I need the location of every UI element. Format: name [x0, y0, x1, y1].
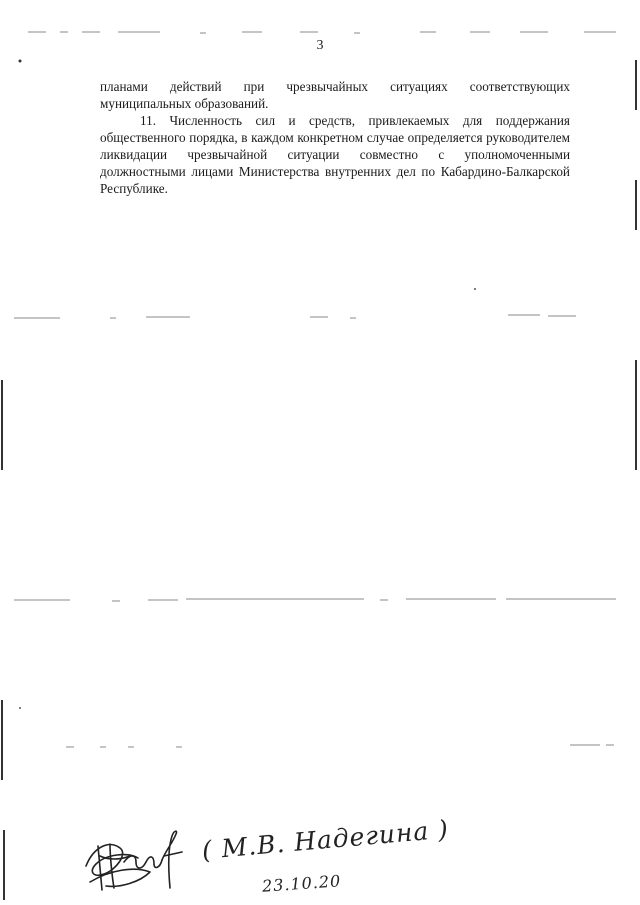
page-number: 3	[316, 38, 324, 53]
paragraph-11: 11. Численность сил и средств, привлекаемых для поддержания общественного порядка, в каждом конкретном случае определяется руководителем ликвидации чрезвычайной ситуации совместно с уполномоченными должностными лицами Министерства внутренних дел по Кабардино-Балкарской Республике.	[100, 113, 570, 196]
handwritten-signature	[80, 826, 192, 894]
paragraph-continuation: планами действий при чрезвычайных ситуациях соответствующих муниципальных образований.	[100, 79, 570, 111]
document-body	[100, 78, 570, 197]
handwritten-name: ( М.В. Надегина )	[200, 814, 450, 865]
handwritten-date: 23.10.20	[261, 871, 342, 896]
